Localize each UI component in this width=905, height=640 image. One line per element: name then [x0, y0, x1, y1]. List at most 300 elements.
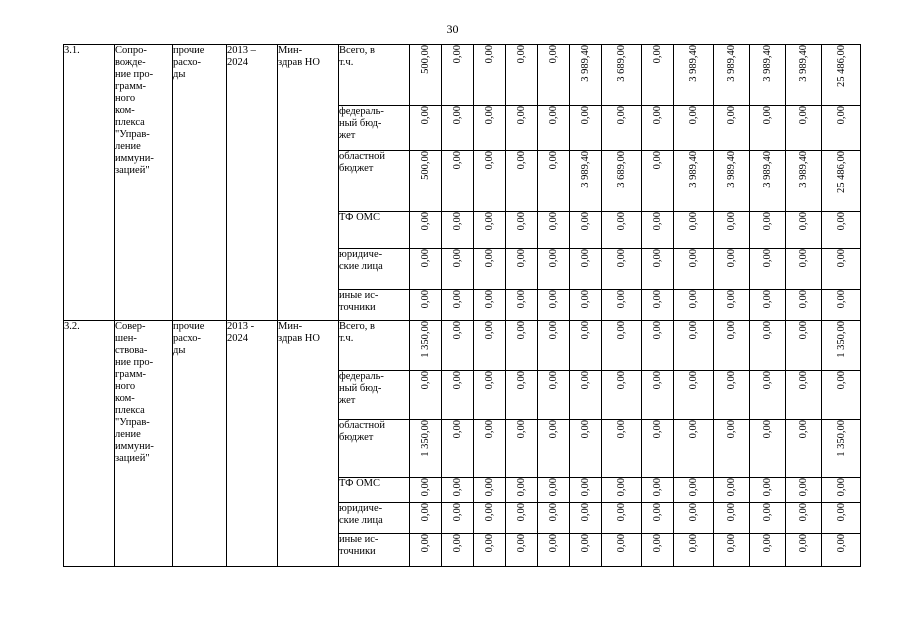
value-text: 0,00 — [652, 249, 663, 268]
value-cell — [786, 106, 822, 151]
value-cell — [410, 371, 442, 420]
table-body — [64, 45, 861, 567]
value-cell — [442, 371, 474, 420]
value-cell — [506, 371, 538, 420]
value-cell — [570, 534, 602, 567]
value-cell — [570, 420, 602, 478]
funding-source-label: юридиче- ские лица — [339, 503, 383, 526]
value-text: 0,00 — [484, 478, 495, 497]
value-text: 0,00 — [762, 321, 773, 340]
value-cell — [642, 420, 674, 478]
value-cell — [506, 534, 538, 567]
value-cell — [570, 290, 602, 321]
value-text: 0,00 — [688, 371, 699, 390]
value-cell — [750, 249, 786, 290]
value-text: 0,00 — [652, 478, 663, 497]
value-cell — [474, 420, 506, 478]
value-text: 0,00 — [762, 534, 773, 553]
value-cell — [822, 290, 861, 321]
value-text: 0,00 — [835, 106, 847, 125]
value-cell — [602, 290, 642, 321]
value-text: 0,00 — [516, 151, 527, 170]
value-text: 0,00 — [616, 371, 627, 390]
value-text: 3 989,40 — [688, 45, 699, 82]
value-cell — [714, 321, 750, 371]
value-cell — [642, 534, 674, 567]
value-cell — [506, 45, 538, 106]
value-cell — [714, 371, 750, 420]
item-number — [64, 45, 115, 321]
value-text: 0,00 — [452, 249, 463, 268]
period-text: 2013 – 2024 — [227, 45, 256, 68]
responsible-org — [278, 45, 339, 321]
value-cell — [714, 503, 750, 534]
value-cell — [642, 212, 674, 249]
value-text: 0,00 — [516, 534, 527, 553]
value-text: 0,00 — [516, 478, 527, 497]
value-text: 0,00 — [762, 249, 773, 268]
value-cell — [602, 371, 642, 420]
value-text: 0,00 — [484, 420, 495, 439]
value-cell — [570, 503, 602, 534]
value-cell — [822, 106, 861, 151]
value-cell — [714, 534, 750, 567]
value-cell — [786, 534, 822, 567]
value-cell — [642, 321, 674, 371]
value-cell — [602, 212, 642, 249]
value-cell — [750, 503, 786, 534]
funding-source-label: федераль- ный бюд- жет — [339, 106, 384, 141]
value-cell — [474, 106, 506, 151]
value-text: 0,00 — [516, 249, 527, 268]
value-text: 0,00 — [580, 420, 591, 439]
value-cell — [786, 503, 822, 534]
value-cell — [474, 151, 506, 212]
value-text: 0,00 — [452, 212, 463, 231]
value-cell — [822, 503, 861, 534]
value-cell — [750, 45, 786, 106]
value-text: 0,00 — [798, 534, 809, 553]
value-text: 0,00 — [616, 212, 627, 231]
value-cell — [642, 45, 674, 106]
value-cell — [786, 45, 822, 106]
value-cell — [538, 45, 570, 106]
value-text: 0,00 — [452, 420, 463, 439]
responsible-org — [278, 321, 339, 567]
value-cell — [506, 321, 538, 371]
funding-source — [339, 106, 410, 151]
value-cell — [506, 478, 538, 503]
budget-table — [63, 44, 861, 567]
value-text: 0,00 — [688, 249, 699, 268]
expense-type — [173, 45, 227, 321]
value-text: 0,00 — [688, 106, 699, 125]
value-text: 0,00 — [726, 371, 737, 390]
value-text: 0,00 — [798, 420, 809, 439]
value-text: 0,00 — [798, 106, 809, 125]
value-text: 25 486,00 — [835, 151, 847, 193]
value-text: 0,00 — [762, 106, 773, 125]
value-cell — [642, 371, 674, 420]
funding-source — [339, 290, 410, 321]
value-cell — [410, 321, 442, 371]
value-text: 0,00 — [452, 321, 463, 340]
value-text: 0,00 — [726, 503, 737, 522]
value-cell — [750, 151, 786, 212]
value-cell — [538, 290, 570, 321]
value-cell — [410, 45, 442, 106]
value-text: 0,00 — [548, 212, 559, 231]
value-text: 0,00 — [835, 371, 847, 390]
value-text: 0,00 — [616, 420, 627, 439]
value-text: 0,00 — [516, 290, 527, 309]
value-cell — [674, 321, 714, 371]
value-cell — [570, 151, 602, 212]
value-text: 0,00 — [580, 478, 591, 497]
value-cell — [506, 106, 538, 151]
value-text: 0,00 — [726, 420, 737, 439]
value-cell — [410, 249, 442, 290]
value-text: 1 350,00 — [420, 321, 431, 358]
value-cell — [786, 371, 822, 420]
value-text: 0,00 — [652, 212, 663, 231]
value-cell — [750, 106, 786, 151]
value-cell — [474, 371, 506, 420]
value-text: 0,00 — [652, 321, 663, 340]
funding-source-label: федераль- ный бюд- жет — [339, 371, 384, 406]
value-cell — [750, 321, 786, 371]
value-cell — [442, 249, 474, 290]
value-text: 0,00 — [452, 534, 463, 553]
value-cell — [442, 45, 474, 106]
value-text: 0,00 — [484, 371, 495, 390]
value-text: 0,00 — [835, 478, 847, 497]
item-name — [115, 45, 173, 321]
item-number — [64, 321, 115, 567]
value-cell — [538, 478, 570, 503]
value-cell — [822, 212, 861, 249]
value-cell — [674, 249, 714, 290]
value-text: 0,00 — [420, 371, 431, 390]
value-cell — [602, 420, 642, 478]
value-text: 0,00 — [452, 503, 463, 522]
value-cell — [714, 478, 750, 503]
value-text: 0,00 — [484, 249, 495, 268]
value-text: 3 989,40 — [798, 45, 809, 82]
value-cell — [410, 151, 442, 212]
value-cell — [570, 106, 602, 151]
value-cell — [786, 212, 822, 249]
value-cell — [474, 478, 506, 503]
funding-source-label: иные ис- точники — [339, 534, 379, 557]
value-text: 0,00 — [548, 503, 559, 522]
value-text: 0,00 — [616, 503, 627, 522]
value-cell — [442, 534, 474, 567]
value-text: 0,00 — [798, 478, 809, 497]
value-text: 0,00 — [652, 106, 663, 125]
value-text: 0,00 — [835, 534, 847, 553]
value-cell — [602, 534, 642, 567]
value-cell — [714, 420, 750, 478]
value-text: 0,00 — [548, 249, 559, 268]
value-text: 0,00 — [420, 249, 431, 268]
value-cell — [570, 478, 602, 503]
value-text: 0,00 — [420, 503, 431, 522]
value-text: 0,00 — [548, 478, 559, 497]
value-cell — [786, 151, 822, 212]
value-cell — [442, 321, 474, 371]
value-text: 0,00 — [652, 420, 663, 439]
value-cell — [474, 534, 506, 567]
value-cell — [822, 371, 861, 420]
value-text: 0,00 — [688, 212, 699, 231]
value-cell — [474, 321, 506, 371]
value-text: 0,00 — [762, 290, 773, 309]
value-text: 0,00 — [726, 534, 737, 553]
funding-source-label: иные ис- точники — [339, 290, 379, 313]
value-text: 3 989,40 — [762, 45, 773, 82]
value-text: 0,00 — [420, 478, 431, 497]
responsible-org-text: Мин- здрав НО — [278, 45, 320, 68]
value-text: 0,00 — [484, 290, 495, 309]
value-text: 0,00 — [452, 478, 463, 497]
funding-source — [339, 503, 410, 534]
value-text: 3 689,00 — [616, 45, 627, 82]
value-cell — [822, 249, 861, 290]
funding-source-label: областной бюджет — [339, 420, 385, 443]
value-cell — [442, 503, 474, 534]
funding-source — [339, 478, 410, 503]
value-text: 0,00 — [420, 212, 431, 231]
period — [227, 321, 278, 567]
value-cell — [750, 534, 786, 567]
value-cell — [410, 290, 442, 321]
value-cell — [506, 151, 538, 212]
value-cell — [570, 249, 602, 290]
value-text: 0,00 — [688, 478, 699, 497]
value-text: 0,00 — [452, 371, 463, 390]
page-number: 30 — [446, 22, 459, 36]
value-cell — [474, 45, 506, 106]
funding-source-label: Всего, в т.ч. — [339, 45, 375, 68]
value-cell — [602, 106, 642, 151]
value-text: 0,00 — [652, 45, 663, 64]
value-cell — [602, 321, 642, 371]
value-text: 0,00 — [616, 106, 627, 125]
value-text: 0,00 — [762, 503, 773, 522]
value-cell — [674, 478, 714, 503]
value-text: 0,00 — [452, 106, 463, 125]
value-text: 25 486,00 — [835, 45, 847, 87]
value-text: 3 989,40 — [762, 151, 773, 188]
value-cell — [410, 503, 442, 534]
value-cell — [674, 534, 714, 567]
value-text: 500,00 — [420, 45, 431, 74]
item-name-text: Совер- шен- ствова- ние про- грамм- ного ком- плекса "Управ- ление иммуни- зацией" — [115, 321, 154, 464]
value-text: 0,00 — [580, 503, 591, 522]
value-text: 1 350,00 — [420, 420, 431, 457]
value-cell — [538, 212, 570, 249]
value-cell — [674, 212, 714, 249]
table-row — [64, 321, 861, 371]
value-cell — [474, 212, 506, 249]
value-text: 0,00 — [516, 45, 527, 64]
value-text: 0,00 — [516, 106, 527, 125]
value-text: 0,00 — [616, 478, 627, 497]
value-text: 0,00 — [484, 212, 495, 231]
value-cell — [674, 106, 714, 151]
value-text: 0,00 — [798, 212, 809, 231]
value-text: 0,00 — [798, 321, 809, 340]
value-cell — [442, 478, 474, 503]
value-cell — [570, 371, 602, 420]
value-text: 3 689,00 — [616, 151, 627, 188]
value-text: 0,00 — [548, 106, 559, 125]
value-text: 0,00 — [580, 321, 591, 340]
value-text: 0,00 — [798, 249, 809, 268]
value-text: 0,00 — [762, 212, 773, 231]
value-text: 0,00 — [580, 212, 591, 231]
value-cell — [786, 321, 822, 371]
value-cell — [642, 503, 674, 534]
value-cell — [410, 212, 442, 249]
value-text: 0,00 — [762, 478, 773, 497]
value-cell — [674, 371, 714, 420]
value-cell — [474, 503, 506, 534]
value-text: 0,00 — [726, 212, 737, 231]
period — [227, 45, 278, 321]
value-cell — [642, 478, 674, 503]
value-cell — [642, 249, 674, 290]
funding-source — [339, 534, 410, 567]
value-cell — [538, 420, 570, 478]
value-cell — [538, 249, 570, 290]
value-text: 0,00 — [580, 534, 591, 553]
expense-type-text: прочие расхо- ды — [173, 321, 205, 356]
value-cell — [642, 106, 674, 151]
funding-source — [339, 371, 410, 420]
value-text: 0,00 — [726, 321, 737, 340]
funding-source-label: Всего, в т.ч. — [339, 321, 375, 344]
value-text: 0,00 — [580, 106, 591, 125]
expense-type — [173, 321, 227, 567]
value-cell — [442, 151, 474, 212]
value-cell — [570, 45, 602, 106]
value-text: 0,00 — [798, 290, 809, 309]
period-text: 2013 - 2024 — [227, 321, 255, 344]
value-text: 0,00 — [484, 321, 495, 340]
table-row — [64, 45, 861, 106]
value-cell — [538, 321, 570, 371]
value-text: 0,00 — [688, 321, 699, 340]
value-cell — [602, 249, 642, 290]
value-text: 0,00 — [726, 290, 737, 309]
value-text: 0,00 — [484, 151, 495, 170]
funding-source-label: областной бюджет — [339, 151, 385, 174]
value-text: 500,00 — [420, 151, 431, 180]
value-cell — [442, 420, 474, 478]
value-cell — [750, 290, 786, 321]
value-cell — [538, 151, 570, 212]
value-text: 0,00 — [652, 151, 663, 170]
value-cell — [714, 151, 750, 212]
value-text: 0,00 — [726, 478, 737, 497]
value-cell — [822, 420, 861, 478]
value-cell — [410, 420, 442, 478]
value-text: 0,00 — [835, 290, 847, 309]
value-cell — [822, 321, 861, 371]
funding-source — [339, 45, 410, 106]
value-cell — [822, 45, 861, 106]
value-cell — [714, 249, 750, 290]
value-cell — [506, 249, 538, 290]
value-text: 1 350,00 — [835, 420, 847, 457]
value-text: 0,00 — [762, 371, 773, 390]
value-text: 3 989,40 — [580, 151, 591, 188]
funding-source-label: ТФ ОМС — [339, 478, 381, 489]
value-text: 0,00 — [484, 106, 495, 125]
value-text: 0,00 — [484, 503, 495, 522]
value-text: 0,00 — [580, 371, 591, 390]
value-cell — [538, 371, 570, 420]
value-cell — [506, 503, 538, 534]
value-text: 0,00 — [420, 534, 431, 553]
value-cell — [570, 212, 602, 249]
responsible-org-text: Мин- здрав НО — [278, 321, 320, 344]
value-text: 0,00 — [835, 503, 847, 522]
value-cell — [538, 106, 570, 151]
value-text: 0,00 — [652, 534, 663, 553]
value-text: 0,00 — [548, 45, 559, 64]
value-text: 0,00 — [835, 249, 847, 268]
value-cell — [506, 212, 538, 249]
value-text: 0,00 — [798, 503, 809, 522]
value-text: 0,00 — [548, 151, 559, 170]
value-text: 0,00 — [452, 151, 463, 170]
value-cell — [786, 478, 822, 503]
expense-type-text: прочие расхо- ды — [173, 45, 205, 80]
value-text: 0,00 — [516, 503, 527, 522]
value-text: 0,00 — [652, 290, 663, 309]
funding-source — [339, 420, 410, 478]
value-text: 0,00 — [484, 45, 495, 64]
value-cell — [822, 151, 861, 212]
funding-source — [339, 151, 410, 212]
value-text: 0,00 — [548, 420, 559, 439]
value-text: 0,00 — [452, 290, 463, 309]
value-text: 0,00 — [580, 249, 591, 268]
value-cell — [674, 503, 714, 534]
value-cell — [786, 249, 822, 290]
value-cell — [822, 478, 861, 503]
value-text: 0,00 — [688, 290, 699, 309]
value-text: 0,00 — [762, 420, 773, 439]
value-cell — [570, 321, 602, 371]
value-cell — [602, 503, 642, 534]
value-cell — [474, 249, 506, 290]
value-text: 0,00 — [798, 371, 809, 390]
value-text: 0,00 — [580, 290, 591, 309]
value-cell — [602, 478, 642, 503]
value-cell — [786, 290, 822, 321]
value-text: 0,00 — [688, 534, 699, 553]
value-cell — [750, 478, 786, 503]
value-text: 0,00 — [420, 106, 431, 125]
value-cell — [506, 290, 538, 321]
value-cell — [674, 151, 714, 212]
value-text: 0,00 — [616, 249, 627, 268]
value-text: 0,00 — [516, 371, 527, 390]
